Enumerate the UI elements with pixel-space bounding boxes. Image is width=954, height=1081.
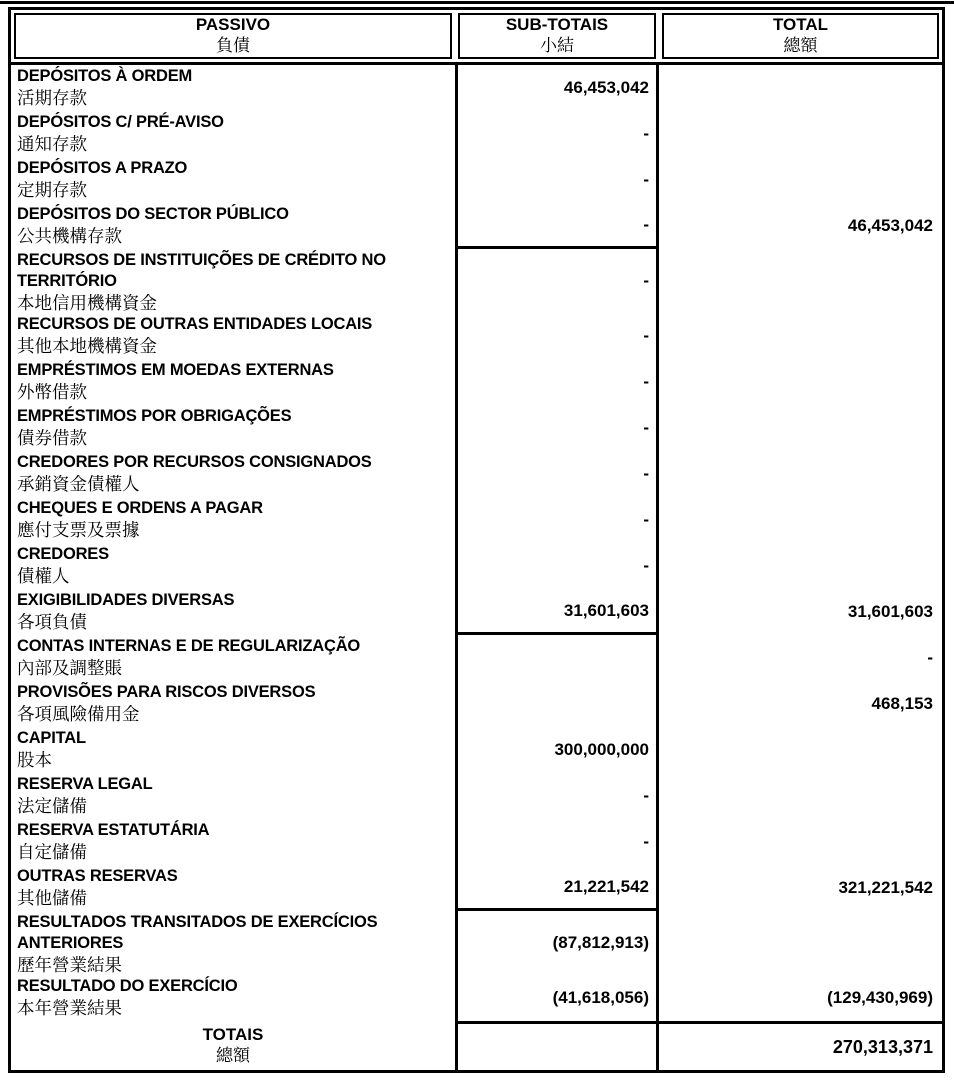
- row-label-pt: CHEQUES E ORDENS A PAGAR: [17, 499, 263, 517]
- row-total-cell: [659, 203, 942, 249]
- totals-total-value: 270,313,371: [832, 1036, 933, 1057]
- header-passivo-zh: 負債: [216, 36, 250, 55]
- row-subtotal-cell: [455, 727, 659, 773]
- table-row: [11, 65, 942, 111]
- row-subtotal-cell: [455, 975, 659, 1021]
- table-row: [11, 405, 942, 451]
- totals-label-pt: TOTAIS: [202, 1025, 264, 1044]
- row-label-pt: EMPRÉSTIMOS EM MOEDAS EXTERNAS: [17, 361, 334, 379]
- row-label-pt: RESULTADOS TRANSITADOS DE EXERCÍCIOS ANTERIORES: [17, 913, 378, 952]
- subtotal-value: -: [643, 832, 649, 851]
- header-box: [14, 13, 452, 59]
- table-row: [11, 727, 942, 773]
- row-subtotal-cell: [455, 635, 659, 681]
- row-label: [11, 359, 455, 405]
- row-label: [11, 157, 455, 203]
- totals-label-zh: 總額: [216, 1046, 250, 1065]
- table-row: [11, 635, 942, 681]
- row-subtotal-cell: [455, 111, 659, 157]
- row-label-pt: DEPÓSITOS À ORDEM: [17, 67, 193, 85]
- header-total-pt: TOTAL: [772, 15, 829, 34]
- liabilities-table: [8, 7, 945, 1073]
- header-subtotais-pt: SUB-TOTAIS: [505, 15, 609, 34]
- row-label-pt: CREDORES POR RECURSOS CONSIGNADOS: [17, 453, 372, 471]
- table-row: [11, 157, 942, 203]
- row-subtotal-cell: [455, 359, 659, 405]
- row-label-pt: RESERVA LEGAL: [17, 775, 153, 793]
- table-row: [11, 451, 942, 497]
- row-subtotal-cell: [455, 313, 659, 359]
- row-label-zh: 股本: [17, 750, 52, 770]
- row-total-cell: [659, 497, 942, 543]
- row-label-zh: 自定儲備: [17, 842, 87, 862]
- row-total-cell: [659, 911, 942, 975]
- row-label-pt: DEPÓSITOS DO SECTOR PÚBLICO: [17, 205, 289, 223]
- header-cell-passivo: [11, 10, 455, 62]
- header-subtotais-zh: 小結: [540, 36, 574, 55]
- table-row: [11, 773, 942, 819]
- table-row: [11, 249, 942, 313]
- subtotal-value: -: [643, 464, 649, 483]
- row-total-cell: [659, 681, 942, 727]
- row-label-pt: DEPÓSITOS A PRAZO: [17, 159, 188, 177]
- row-label-zh: 本年營業結果: [17, 998, 122, 1018]
- totals-subtotal-cell: [455, 1021, 659, 1070]
- subtotal-value: 31,601,603: [563, 600, 649, 620]
- table-row: [11, 359, 942, 405]
- table-row: [11, 911, 942, 975]
- header-box: [458, 13, 656, 59]
- total-value: 468,153: [871, 694, 933, 713]
- row-label-zh: 其他儲備: [17, 888, 87, 908]
- table-body: [11, 65, 942, 1021]
- row-label-zh: 外幣借款: [17, 382, 87, 402]
- page-top-rule: [0, 1, 954, 4]
- row-label: [11, 543, 455, 589]
- row-label: [11, 497, 455, 543]
- row-subtotal-cell: [455, 589, 659, 635]
- row-label: [11, 589, 455, 635]
- subtotal-value: -: [643, 372, 649, 391]
- row-total-cell: [659, 405, 942, 451]
- table-row: [11, 819, 942, 865]
- row-total-cell: [659, 313, 942, 359]
- row-subtotal-cell: [455, 865, 659, 911]
- row-label: [11, 451, 455, 497]
- row-label-pt: EXIGIBILIDADES DIVERSAS: [17, 591, 235, 609]
- row-label: [11, 681, 455, 727]
- total-value: 321,221,542: [838, 878, 933, 897]
- row-total-cell: [659, 773, 942, 819]
- row-label-zh: 本地信用機構資金: [17, 293, 157, 313]
- row-subtotal-cell: [455, 497, 659, 543]
- row-subtotal-cell: [455, 819, 659, 865]
- row-label-zh: 通知存款: [17, 134, 87, 154]
- table-row: [11, 313, 942, 359]
- row-total-cell: [659, 865, 942, 911]
- header-passivo-pt: PASSIVO: [195, 15, 271, 34]
- row-label-zh: 公共機構存款: [17, 226, 122, 246]
- table-row: [11, 589, 942, 635]
- row-label: [11, 727, 455, 773]
- subtotal-value: 21,221,542: [563, 876, 649, 896]
- table-row: [11, 865, 942, 911]
- row-total-cell: [659, 819, 942, 865]
- subtotal-value: -: [643, 326, 649, 345]
- total-value: -: [927, 648, 933, 667]
- row-label-pt: OUTRAS RESERVAS: [17, 867, 178, 885]
- row-label-pt: EMPRÉSTIMOS POR OBRIGAÇÕES: [17, 407, 292, 425]
- row-subtotal-cell: [455, 681, 659, 727]
- subtotal-value: -: [643, 124, 649, 143]
- row-total-cell: [659, 975, 942, 1021]
- table-row: [11, 111, 942, 157]
- row-subtotal-cell: [455, 773, 659, 819]
- totals-label: [11, 1021, 455, 1070]
- row-label-zh: 各項負債: [17, 612, 87, 632]
- row-label-zh: 內部及調整賬: [17, 658, 122, 678]
- table-row: [11, 203, 942, 249]
- row-total-cell: [659, 451, 942, 497]
- row-total-cell: [659, 635, 942, 681]
- row-label-zh: 定期存款: [17, 180, 87, 200]
- row-label-zh: 活期存款: [17, 88, 87, 108]
- subtotal-value: -: [643, 170, 649, 189]
- row-label-zh: 各項風險備用金: [17, 704, 140, 724]
- table-row: [11, 681, 942, 727]
- row-label: [11, 111, 455, 157]
- header-cell-total: [659, 10, 942, 62]
- subtotal-value: -: [643, 271, 649, 290]
- table-header: [11, 10, 942, 65]
- row-label: [11, 911, 455, 975]
- row-label-pt: RESERVA ESTATUTÁRIA: [17, 821, 210, 839]
- row-label-zh: 法定儲備: [17, 796, 87, 816]
- row-label-zh: 債權人: [17, 566, 70, 586]
- table-row: [11, 543, 942, 589]
- subtotal-value: (41,618,056): [552, 988, 649, 1007]
- row-label-pt: CONTAS INTERNAS E DE REGULARIZAÇÃO: [17, 637, 361, 655]
- row-label: [11, 975, 455, 1021]
- row-subtotal-cell: [455, 451, 659, 497]
- total-value: 31,601,603: [847, 602, 933, 621]
- row-total-cell: [659, 543, 942, 589]
- subtotal-value: -: [643, 418, 649, 437]
- row-label: [11, 865, 455, 911]
- row-subtotal-cell: [455, 911, 659, 975]
- row-label-pt: DEPÓSITOS C/ PRÉ-AVISO: [17, 113, 224, 131]
- totals-total-cell: [659, 1021, 942, 1070]
- total-value: 46,453,042: [847, 216, 933, 235]
- row-subtotal-cell: [455, 405, 659, 451]
- subtotal-value: -: [643, 214, 649, 234]
- row-label: [11, 249, 455, 313]
- totals-row: [11, 1021, 942, 1070]
- table-row: [11, 975, 942, 1021]
- subtotal-value: -: [643, 510, 649, 529]
- row-label: [11, 65, 455, 111]
- header-cell-subtotais: [455, 10, 659, 62]
- row-label-pt: RECURSOS DE OUTRAS ENTIDADES LOCAIS: [17, 315, 373, 333]
- total-value: (129,430,969): [827, 988, 933, 1007]
- row-label-zh: 其他本地機構資金: [17, 336, 157, 356]
- row-label-zh: 歷年營業結果: [17, 955, 122, 975]
- row-label-zh: 承銷資金債權人: [17, 474, 140, 494]
- row-total-cell: [659, 111, 942, 157]
- row-subtotal-cell: [455, 543, 659, 589]
- row-total-cell: [659, 589, 942, 635]
- row-label: [11, 313, 455, 359]
- row-label: [11, 773, 455, 819]
- subtotal-value: -: [643, 556, 649, 575]
- row-label-zh: 應付支票及票據: [17, 520, 140, 540]
- row-label-pt: RESULTADO DO EXERCÍCIO: [17, 977, 238, 995]
- row-subtotal-cell: [455, 157, 659, 203]
- row-label: [11, 203, 455, 249]
- row-label: [11, 405, 455, 451]
- header-box: [662, 13, 939, 59]
- subtotal-value: -: [643, 786, 649, 805]
- row-total-cell: [659, 249, 942, 313]
- row-total-cell: [659, 157, 942, 203]
- row-subtotal-cell: [455, 203, 659, 249]
- row-subtotal-cell: [455, 65, 659, 111]
- row-label: [11, 819, 455, 865]
- row-label-pt: CAPITAL: [17, 729, 86, 747]
- row-total-cell: [659, 65, 942, 111]
- row-subtotal-cell: [455, 249, 659, 313]
- row-label-zh: 債券借款: [17, 428, 87, 448]
- row-label: [11, 635, 455, 681]
- header-total-zh: 總額: [783, 36, 818, 55]
- subtotal-value: 300,000,000: [554, 740, 649, 759]
- row-label-pt: PROVISÕES PARA RISCOS DIVERSOS: [17, 683, 316, 701]
- row-label-pt: CREDORES: [17, 545, 109, 563]
- row-label-pt: RECURSOS DE INSTITUIÇÕES DE CRÉDITO NO TERRITÓRIO: [17, 251, 386, 290]
- row-total-cell: [659, 359, 942, 405]
- subtotal-value: (87,812,913): [552, 933, 649, 952]
- row-total-cell: [659, 727, 942, 773]
- subtotal-value: 46,453,042: [563, 78, 649, 97]
- table-row: [11, 497, 942, 543]
